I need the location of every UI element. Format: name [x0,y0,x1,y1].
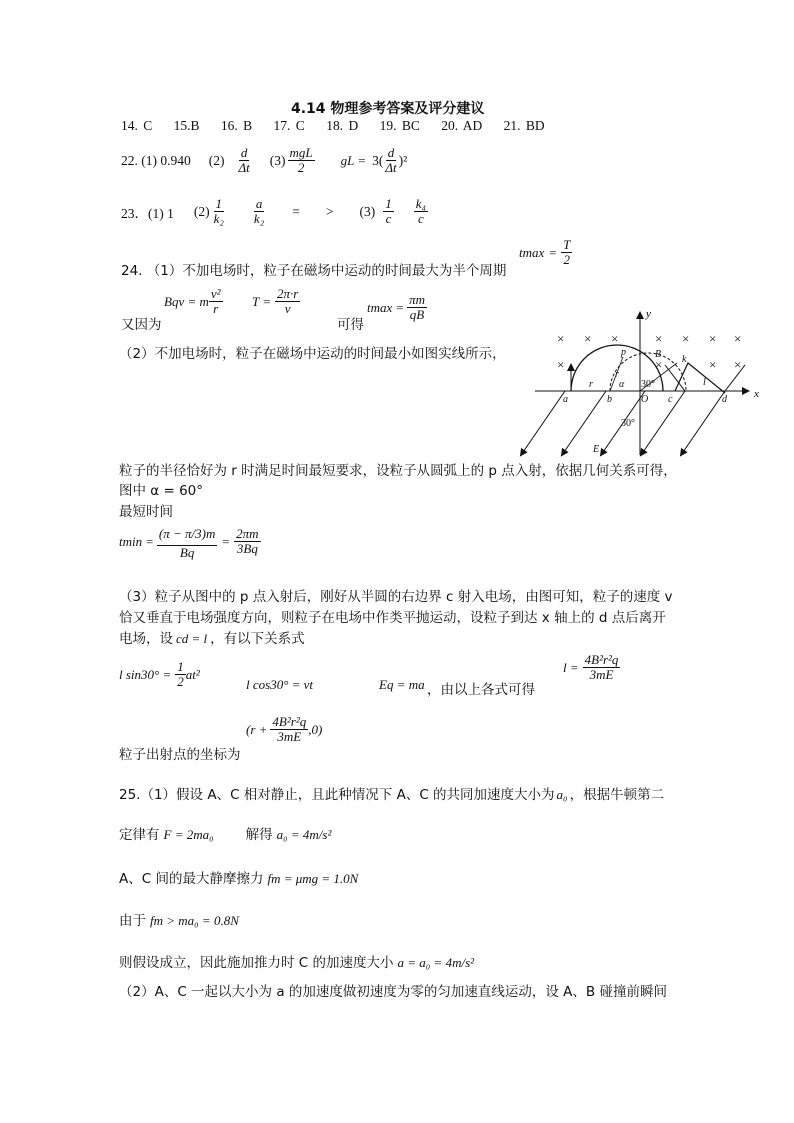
q24-shortest-text: 最短时间 [119,504,173,520]
origin-label: O [641,394,649,405]
q23-fraction-2: $\frac{a}{\text{k₂}}$ [253,196,265,227]
field-line [681,391,725,455]
answer-14: 14. C [121,118,153,133]
answer-17: 17. C [273,118,305,133]
q24-eq-conclusion: ，由以上各式可得 [427,682,535,698]
q23-answer: 23．(1) 1 (2) $\frac{1}{\text{k₂}}$ $\frac{a}{\text{k₂}}$ = > (3) $\frac{1}{c}$ $\frac{\text{k₄}}{c}$ [121,196,427,227]
field-cross: × [709,357,717,372]
q24-part3-line3: 电场，设 cd = l ，有以下关系式 [119,631,305,647]
point-a-label: a [563,394,568,405]
field-cross: × [682,331,690,346]
q25-line2: 定律有 F = 2ma₀ 解得 a₀ = 4m/s² [119,827,332,843]
q25-line4: 由于 fm > ma₀ = 0.8N [119,913,239,929]
field-cross: × [557,331,565,346]
q23-fraction-3: $\frac{1}{c}$ [385,196,392,227]
field-e-label: E [593,444,600,455]
q24-tmax-result: t max = $\frac{\pi m}{qB}$ [367,292,425,323]
q24-part1-text: 24. （1）不加电场时，粒子在磁场中运动的时间最大为半个周期 [121,263,507,279]
answer-16: 16. B [220,118,253,133]
q25-line3: A、C 间的最大静摩擦力 fm = μmg = 1.0N [119,871,359,887]
field-line [562,391,606,455]
point-d-label: d [722,394,727,405]
q22-fraction-1: $\frac{d}{\Delta t}$ [238,145,250,176]
field-cross: × [734,357,742,372]
point-k-label: k [682,354,687,365]
angle-30-label: 30° [641,379,655,390]
field-cross: × [557,357,565,372]
answer-21: 21. BD [503,118,545,133]
field-cross: × [611,331,619,346]
q24-part2-text: （2）不加电场时，粒子在磁场中运动的时间最小如图实线所示， [119,346,506,362]
q24-tmax-formula: t max = $\frac{T}{2}$ [519,237,571,268]
field-b-label: B [655,349,662,360]
q22-fraction-3: $\frac{d}{\Delta t}$ [385,145,397,176]
angle-alpha-label: α [619,379,625,390]
field-cross: × [709,331,717,346]
field-crosses [557,331,741,372]
q25-line5: 则假设成立，因此施加推力时 C 的加速度大小 a = a₀ = 4m/s² [119,955,475,971]
angle-30-label: 30° [621,418,635,429]
answer-20: 20. AD [441,118,483,133]
q24-radius-text: 粒子的半径恰好为 r 时满足时间最短要求，设粒子从圆弧上的 p 点入射，依据几何关系可得， [119,463,677,479]
q24-tmin-formula: t min = $\frac{(\pi - \pi/3)m}{Bq}$ = $\frac{2\pi m}{3Bq}$ [119,523,261,561]
field-cross: × [655,331,663,346]
field-cross: × [734,331,742,346]
q24-period-formula: T = $\frac{2\pi\cdot r}{v}$ [252,286,299,317]
point-c-label: c [668,394,673,405]
q23-fraction-4: $\frac{\text{k₄}}{c}$ [415,196,427,227]
page-title: 4.14 物理参考答案及评分建议 [291,101,485,117]
q24-force-formula: Bqv = m $\frac{\text{v²}}{r}$ [164,286,221,317]
q22-answer: 22. (1) 0.940 (2) $\frac{d}{\Delta t}$ (3) $\frac{\text{mgL}}{2}$ gL = 3( $\frac{d}{\Delta t}$ )² [121,145,408,176]
q24-eq-force: Eq = ma [379,677,425,692]
q24-get-text: 可得 [337,317,364,333]
q24-part3-line1: （3）粒子从图中的 p 点入射后，刚好从半圆的右边界 c 射入电场，由图可知，粒子的速度 v [119,589,673,605]
q24-eq-cos: l cos30° = vt [246,677,314,692]
q24-eq-sin: l sin30° = $\frac{1}{2}$ at² [119,659,200,690]
q22-fraction-2: $\frac{\text{mgL}}{2}$ [289,145,313,176]
q24-eq-l-result: l = $\frac{\text{4B²r²q}}{3mE}$ [563,652,619,683]
q24-alpha-text: 图中 α = 60° [119,483,204,499]
point-b-label: b [607,394,612,405]
choice-answers [121,118,545,134]
field-cross: × [584,331,592,346]
length-l-label: l [703,377,706,388]
radius-label: r [589,379,593,390]
y-axis-label: y [646,308,651,320]
q25-line1: 25.（1）假设 A、C 相对静止，且此种情况下 A、C 的共同加速度大小为 a₀ ，根据牛顿第二 [119,787,665,803]
field-line [521,391,565,455]
x-axis-label: x [754,388,759,400]
q24-coord-formula: (r + $\frac{\text{4B²r²q}}{3mE}$ ,0) [246,714,323,745]
field-cross: × [655,357,663,372]
answer-18: 18. D [326,118,359,133]
q23-fraction-1: $\frac{1}{\text{k₂}}$ [213,196,224,227]
field-line [665,365,685,391]
point-p-label: p [621,347,626,358]
answer-19: 19. BC [379,118,420,133]
magnetic-field-figure [505,305,770,460]
q25-line6: （2）A、C 一起以大小为 a 的加速度做初速度为零的匀加速直线运动，设 A、B 碰撞前瞬间 [119,984,667,1000]
answer-15: 15.B [173,118,200,133]
q24-coord-text: 粒子出射点的坐标为 [119,747,241,763]
radius-label: r [615,369,619,380]
q24-because-text: 又因为 [121,317,162,333]
electric-field-lines [521,365,745,455]
q24-part3-line2: 恰又垂直于电场强度方向，则粒子在电场中作类平抛运动，设粒子到达 x 轴上的 d 点后离开 [119,610,666,626]
